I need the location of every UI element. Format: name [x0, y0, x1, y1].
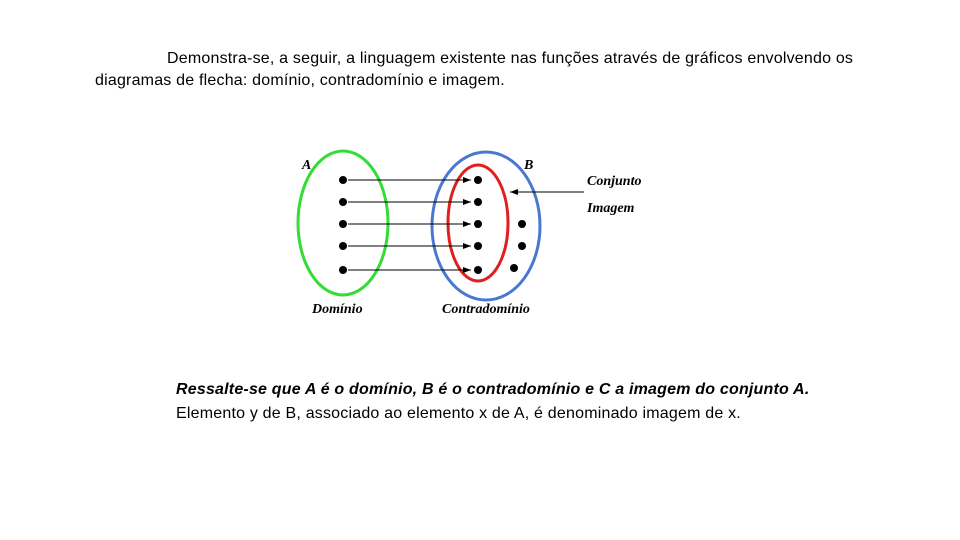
- image-point: [474, 198, 482, 206]
- image-point: [474, 242, 482, 250]
- domain-point: [339, 266, 347, 274]
- domain-point: [339, 242, 347, 250]
- label-set-b: B: [524, 158, 534, 173]
- arrow-diagram-svg: [290, 140, 670, 330]
- intro-paragraph: [95, 48, 915, 92]
- image-point: [474, 176, 482, 184]
- caption-emphasis: Ressalte-se que A é o domínio, B é o contradomínio e C a imagem do conjunto A.: [176, 381, 810, 398]
- domain-point: [339, 198, 347, 206]
- image-point: [474, 266, 482, 274]
- caption: [176, 378, 936, 426]
- domain-point: [339, 220, 347, 228]
- arrow-diagram: [290, 140, 670, 330]
- image-point: [474, 220, 482, 228]
- caption-plain: Elemento y de B, associado ao elemento x de A, é denominado imagem de x.: [176, 405, 741, 422]
- label-set-a: A: [302, 158, 312, 173]
- label-image-line2: Imagem: [587, 201, 635, 216]
- domain-point: [339, 176, 347, 184]
- codomain-point: [510, 264, 518, 272]
- label-domain: Domínio: [312, 302, 363, 317]
- label-codomain: Contradomínio: [442, 302, 530, 317]
- label-image-line1: Conjunto: [587, 174, 642, 189]
- intro-text: Demonstra-se, a seguir, a linguagem existente nas funções através de gráficos envolvendo os diagramas de flecha: domínio, contradomínio e imagem.: [95, 50, 854, 89]
- codomain-point: [518, 220, 526, 228]
- codomain-point: [518, 242, 526, 250]
